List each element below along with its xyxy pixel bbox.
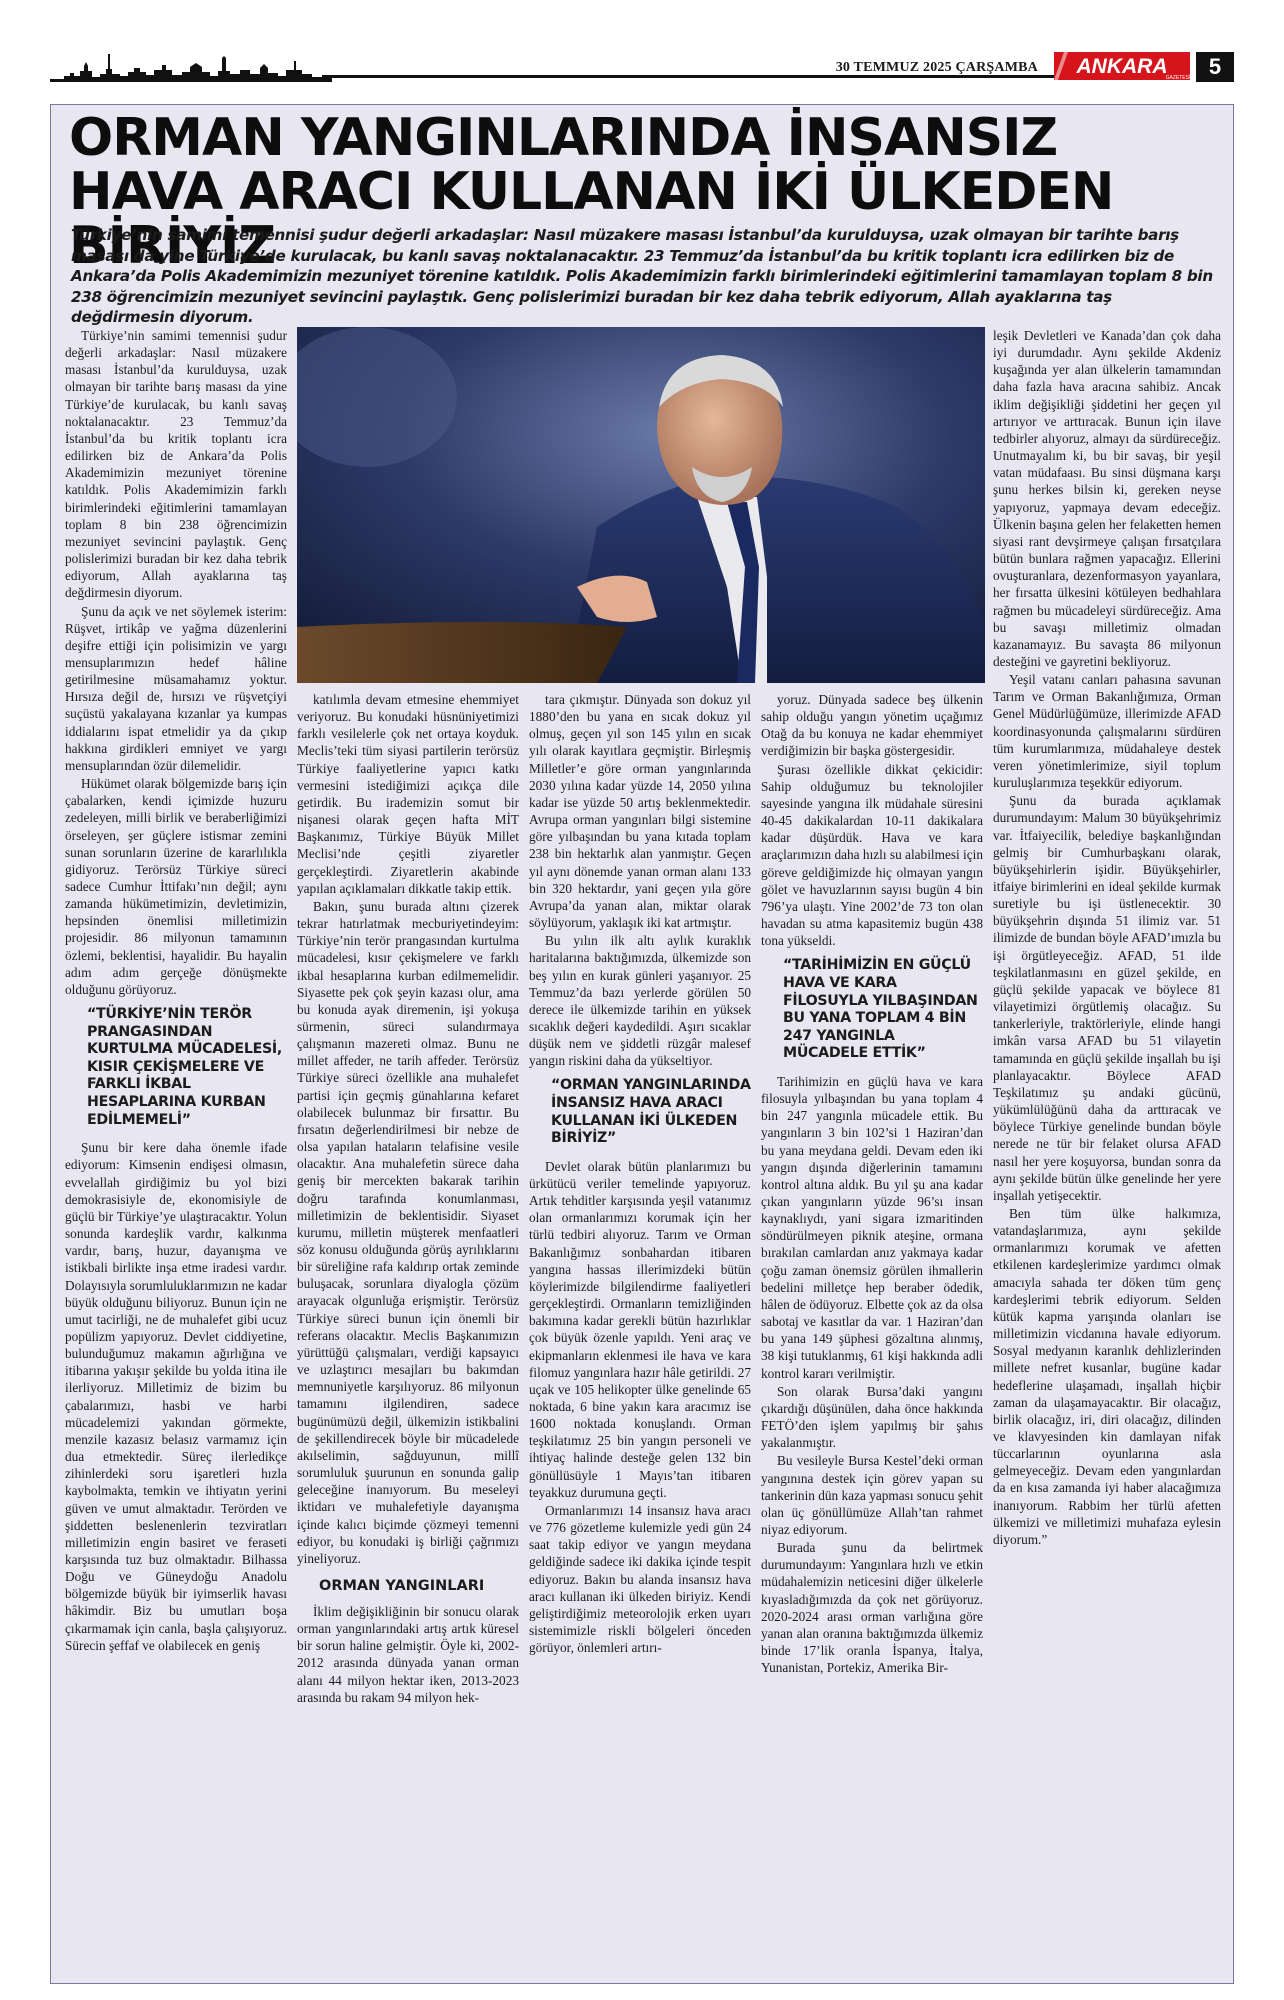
svg-text:GAZETESİ: GAZETESİ: [1165, 75, 1190, 80]
paragraph: Türkiye’nin samimi temennisi şudur değerli arkadaşlar: Nasıl müzakere masası İstanbul’da kurulduysa, uzak olmayan bir tarihte barış masası da yine Türkiye’de kurulacak, bu kanlı savaş noktalanacaktır. 23 Temmuz’da İstanbul’da bu kritik toplantı icra edilirken biz de Ankara’da Polis Akademimizin mezuniyet törenine katıldık. Polis Akademimizin farklı birimlerindeki eğitimlerini tamamlayan toplam 8 bin 238 öğrencimizin mezuniyet sevincini paylaştık. Genç polislerimizi buradan bir kez daha tebrik ediyorum, Allah ayaklarına taş değdirmesin diyorum.: [65, 328, 287, 601]
article-frame: [50, 104, 1234, 1984]
paragraph: yoruz. Dünyada sadece beş ülkenin sahip olduğu yangın yönetim uçağımız Otağ da bu konuya ne kadar ehemmiyet verdiğimizin bir başka göstergesidir.: [761, 692, 983, 759]
svg-text:ANKARA: ANKARA: [1076, 55, 1168, 78]
paragraph: Şurası özellikle dikkat çekicidir: Sahip olduğumuz bu teknolojiler sayesinde yangına ilk müdahale süresini 40-45 dakikalardan 10-11 dakikalara kadar düşürdük. Hava ve kara araçlarımızın daha hızlı su alabilmesi için göreve geldiğimizde hiç olmayan yangın gölet ve havuzlarının sayısı bugün 4 bin 796’ya ulaştı. Yine 2002’de 73 ton olan havadan su atma kapasitemiz bugün 438 tona yükseldi.: [761, 761, 983, 949]
column-1: [65, 327, 287, 1655]
paragraph: Son olarak Bursa’daki yangını çıkardığı düşünülen, daha önce hakkında FETÖ’den işlem yapılmış bir şahıs yakalanmıştır.: [761, 1383, 983, 1451]
issue-date: 30 TEMMUZ 2025 ÇARŞAMBA: [835, 60, 1038, 75]
paragraph: Şunu da açık ve net söylemek isterim: Rüşvet, irtikâp ve yağma düzenlerini deşifre ettiği için polisimizin ve yargı mensuplarımızın hedef hâline getirilmesine müsamahamız yoktur. Hırsıza değil de, hırsızı ve rüşvetçiyi suçüstü yakalayana kızanlar ya kumpas iddialarını ispat etmelidir ya da çıkıp hakkına girdikleri emniyet ve yargı mensuplarından özür dilemelidir.: [65, 603, 287, 773]
paragraph: Ormanlarımızı 14 insansız hava aracı ve 776 gözetleme kulemizle yedi gün 24 saat takip ediyor ve yangın meydana geldiğinde sadece iki dakika içinde tespit ediyoruz. Bakın bu alanda insansız hava aracı kullanan iki ülkeden biriyiz. Kendi geliştirdiğimiz meteorolojik erken uyarı sistemimizle riskli bölgeleri önceden görüyor, önlemleri artırı-: [529, 1502, 751, 1656]
pullquote: “TARİHİMİZİN EN GÜÇLÜ HAVA VE KARA FİLOSUYLA YILBAŞINDAN BU YANA TOPLAM 4 BİN 247 YANGINLA MÜCADELE ETTİK”: [783, 957, 978, 1062]
headline: ORMAN YANGINLARINDA İNSANSIZ HAVA ARACI KULLANAN İKİ ÜLKEDEN BİRİYİZ: [69, 108, 1114, 276]
page-header: [50, 52, 1234, 82]
paragraph: Şunu bir kere daha önemle ifade ediyorum: Kimsenin endişesi olmasın, evvelallah girdiğimiz bu yol bizi demokrasisiyle de, ekonomisiyle de güçlü bir Türkiye’ye ulaştıracaktır. Yolun sonunda kardeşlik vardır, kalkınma vardır, barış, huzur, dayanışma ve istikbali birlikte inşa etme iradesi vardır. Dolayısıyla sorumluluklarımızın ne kadar büyük olduğunu biliyoruz. Bunun için ne umut tacirliği, ne de muhalefet gibi ucuz popülizm yapıyoruz. Devlet ciddiyetine, bulunduğumuz makamın ağırlığına ve itibarına yakışır şekilde bu yolda itina ile ilerliyoruz. Milletimiz de bizim bu çabalarımızı, hasbi ve harbi mücadelemizi yakından görmekte, menzile kazasız belasız varmamız için dua etmektedir. Süreç ilerledikçe zihinlerdeki soru işaretleri hızla kaybolmakta, temkin ve ihtiyatın yerini güven ve umut almaktadır. Terörden ve şiddetten beslenenlerin tezviratları milletimizin engin basiret ve feraseti karşısında tuz buz olmaktadır. Bilhassa Doğu ve Güneydoğu Anadolu bölgemizde büyük bir iyimserlik havası hâkimdir. Biz bu umutları boşa çıkarmamak için canla, başla çalışıyoruz. Sürecin şeffaf ve olabilecek en geniş: [65, 1140, 287, 1653]
paragraph: leşik Devletleri ve Kanada’dan çok daha iyi durumdadır. Aynı şekilde Akdeniz kuşağında yer alan ülkelerin tamamından daha fazla hava aracına sahibiz. Ancak iklim değişikliği şiddetini her geçen yıl artırıyor ve arttıracak. Bunun için ilave tedbirler alıyoruz, almayı da sürdüreceğiz. Unutmayalım ki, bu bir savaş, bir yeşil vatan müdafaası. Bu sinsi düşmana karşı şunu herkes bilsin ki, gereken neyse yapıyoruz, yapmaya devam edeceğiz. Ülkenin başına gelen her felaketten hemen siyasi rant devşirmeye çalışan fırsatçılara bütün bunlara rağmen yapacağız. Ellerini ovuşturanlara, dezenformasyon yayanlara, her fırsatta ülkesini kötüleyen bedhahlara rağmen bu mücadeleyi sürdüreceğiz. Ama bu savaşı milletimiz olmadan kazanamayız. Bu savaşta 86 milyonun desteğini ve gayretini bekliyoruz.: [993, 328, 1221, 669]
paragraph: İklim değişikliğinin bir sonucu olarak orman yangınlarındaki artış artık küresel bir sorun haline gelmiştir. Öyle ki, 2002-2012 arasında dünyada yanan orman alanı 44 milyon hektar iken, 2013-2023 arasında bu rakam 94 milyon hek-: [297, 1603, 519, 1705]
deck: Türkiye’nin samimi temennisi şudur değerli arkadaşlar: Nasıl müzakere masası İstanbul’da kurulduysa, uzak olmayan bir tarihte barış masası da yine Türkiye’de kurulacak, bu kanlı savaş noktalanacaktır. 23 Temmuz’da İstanbul’da bu kritik toplantı icra edilirken biz de Ankara’da Polis Akademimizin mezuniyet törenine katıldık. Polis Akademimizin farklı birimlerindeki eğitimlerini tamamlayan toplam 8 bin 238 öğrencimizin mezuniyet sevincini paylaştık. Genç polislerimizi buradan bir kez daha tebrik ediyorum, Allah ayaklarına taş değdirmesin diyorum.: [71, 226, 1213, 326]
pullquote: “TÜRKİYE’NİN TERÖR PRANGASINDAN KURTULMA MÜCADELESİ, KISIR ÇEKİŞMELERE VE FARKLI İKBAL HESAPLARINA KURBAN EDİLMEMELİ”: [87, 1006, 282, 1128]
ankara-logo: [1054, 52, 1190, 80]
column-5: [993, 327, 1221, 1549]
column-4: [761, 691, 983, 1677]
paragraph: Bu yılın ilk altı aylık kuraklık haritalarına baktığımızda, ülkemizde son beş yılın en kurak günleri yaşanıyor. 25 Temmuz’da bazı yerlerde görülen 50 derece ile ülkemizde tarihin en yüksek sıcaklık değeri kaydedildi. Aşırı sıcaklar düşük nem ve şiddetli rüzgâr malesef yangın riskini daha da yükseltiyor.: [529, 933, 751, 1069]
article-photo: [297, 327, 985, 683]
paragraph: Bu vesileyle Bursa Kestel’deki orman yangınına destek için görev yapan su tankerinin dün kaza yapması sonucu şehit olan üç gönüllümüze Allah’tan rahmet niyaz ediyorum.: [761, 1453, 983, 1537]
paragraph: katılımla devam etmesine ehemmiyet veriyoruz. Bu konudaki hüsnüniyetimizi farklı vesilelerle çok net ortaya koyduk. Meclis’teki tüm siyasi partilerin terörsüz Türkiye faaliyetlerine yapıcı katkı vermesini istediğimizi açıkça dile getirdik. Bu irademizin somut bir nişanesi olarak geçen hafta MİT Başkanımız, Türkiye Büyük Millet Meclisi’nde çeşitli ziyaretler gerçekleştirdi. Ziyaretlerin akabinde yapılan açıklamaları dikkatle takip ettik.: [297, 692, 519, 896]
paragraph: Burada şunu da belirtmek durumundayım: Yangınlara hızlı ve etkin müdahalemizin neticesini diğer ülkelerle kıyasladığımızda da çok net görüyoruz. 2020-2024 arası orman varlığına göre yanan alan oranına baktığımızda ülkemiz binde 17’lik oranla İspanya, İtalya, Yunanistan, Portekiz, Amerika Bir-: [761, 1540, 983, 1676]
pullquote: “ORMAN YANGINLARINDA İNSANSIZ HAVA ARACI KULLANAN İKİ ÜLKEDEN BİRİYİZ”: [551, 1077, 751, 1147]
paragraph: Tarihimizin en güçlü hava ve kara filosuyla yılbaşından bu yana toplam 4 bin 247 yangınla mücadele ettik. Bu yangınların 3 bin 102’si 1 Haziran’dan bu yana meydana geldi. Devam eden iki yangın dışında diğerlerinin tamamını kontrol altına aldık. Bu yıl şu ana kadar çıkan yangınların yüzde 96’sı insan kaynaklıydı, yani sigara izmaritinden söndürülmeyen piknik ateşine, ormana bırakılan camlardan anız yakmaya kadar çoğu zaman önemsiz görülen ihmallerin bedelini milletçe hep beraber ödedik, hâlen de ödüyoruz. Elbette çok az da olsa sabotaj ve kasıtlar da var. 1 Haziran’dan bu yana 149 şüphesi gözaltına alınmış, 38 kişi tutuklanmış, 61 kişi hakkında adli kontrol kararı verilmiştir.: [761, 1073, 983, 1381]
paragraph: Hükümet olarak bölgemizde barış için çabalarken, kendi içimizde huzuru zedeleyen, milli birlik ve beraberliğimizi örseleyen, şer güçlere istismar zemini sunan sorunların üzerine de kararlılıkla gidiyoruz. Terörsüz Türkiye süreci sadece Cumhur İttifakı’nın değil; aynı zamanda hükümetimizin, devletimizin, hepsinden önemlisi milletimizin projesidir. 86 milyonun tamamının özlemi, beklentisi, hayalidir. Bu hayalin adım adım gerçeğe dönüşmekte olduğunu görüyoruz.: [65, 776, 287, 997]
paragraph: Şunu da burada açıklamak durumundayım: Malum 30 büyükşehrimiz var. İtfaiyecilik, belediye başkanlığından gelmiş bir Cumhurbaşkanı olarak, büyükşehirlerin işidir. Büyükşehirler, itfaiye birimlerini en ideal şekilde kurmak suretiyle bu işi üstlenecektir. 30 büyükşehrin dışında 51 ilimiz var. 51 ilimizde de bundan böyle AFAD’ımızla bu işi örgütleyeceğiz. AFAD, 51 ilde teşkilatlanmasını en güzel şekilde, en güçlü şekilde yapacak ve böylece 81 vilayetimizi örgütlemiş olacağız. Su tankerleriyle, traktörleriyle, elinde hangi imkân varsa AFAD bu 51 vilayetin tamamında en güçlü şekilde inşallah bu işi planlayacaktır. Böylece AFAD Teşkilatımız şu andaki gücünü, yükümlülüğünü daha da arttıracak ve böylece Türkiye genelinde bundan böyle nerede ne tür bir felaket olursa AFAD nasıl her yere koşuyorsa, bundan sonra da aynı şekilde bütün ülke genelinde her yere inşallah yetişecektir.: [993, 793, 1221, 1203]
column-2: [297, 691, 519, 1707]
paragraph: Ben tüm ülke halkımıza, vatandaşlarımıza, aynı şekilde ormanlarımızı korumak ve afetten etkilenen kardeşlerimize yardımcı olmak amacıyla sahada ter döken tüm genç kardeşlerimi tebrik ediyorum. Selden kütük kapma yarışında olanları ise milletimizin vicdanına havale ediyorum. Sosyal medyanın karanlık dehlizlerinden millete nefret kusanlar, bugüne kadar hedeflerine ulaşamadı, inşallah hiçbir zaman da ulaşamayacaktır. Bir olacağız, birlik olacağız, iri, diri olacağız, dilinden ve klavyesinden kin damlayan nifak tüccarlarının oyunlarına asla gelmeyeceğiz. Devam eden yangınlardan da en kısa zamanda iyi haber alacağımıza inanıyorum. Rabbim her türlü afetten ülkemizi ve milletimizi muhafaza eylesin diyorum.”: [993, 1205, 1221, 1547]
speaker-photo: [297, 327, 985, 683]
subhead: ORMAN YANGINLARI: [319, 1577, 485, 1594]
paragraph: Yeşil vatanı canları pahasına savunan Tarım ve Orman Bakanlığımıza, Orman Genel Müdürlüğümüze, illerimizde AFAD koordinasyonunda çalışmalarını sürdüren tüm kurumlarımıza, müdahaleye destek veren yönetimlerimize, siyil toplum kuruluşlarımıza teşekkür ediyorum.: [993, 672, 1221, 791]
city-skyline-icon: [50, 52, 332, 82]
paragraph: tara çıkmıştır. Dünyada son dokuz yıl 1880’den bu yana en sıcak dokuz yıl olmuş, geçen yıl son 145 yılın en sıcak yılı olarak kayıtlara geçmiştir. Birleşmiş Milletler’e göre orman yangınlarında 2030 yılına kadar yüzde 14, 2050 yılına kadar ise yüzde 50 artış beklenmektedir. Avrupa orman yangınları bilgi sistemine göre yılbaşından bu yana kıtada toplam 238 bin hektarlık alan yanmıştır. Geçen yıl aynı dönemde yanan orman alanı 133 bin 320 hektardır, yani geçen yıla göre Avrupa’da yanan alan, miktar olarak söylüyorum, yaklaşık iki kat artmıştır.: [529, 692, 751, 931]
paragraph: Bakın, şunu burada altını çizerek tekrar hatırlatmak mecburiyetindeyim: Türkiye’nin terör prangasından kurtulma mücadelesi, kısır çekişmelere ve farklı ikbal hesaplarına kurban edilmemelidir. Siyasette pek çok şeyin kazası olur, ama bu konuda ayak diremenin, işi yokuşa sürmenin, süreci sulandırmaya çalışmanın mazereti olmaz. Bunu ne millet affeder, ne tarih affeder. Terörsüz Türkiye süreci özellikle ana muhalefet partisi için geçmiş günahlarına kefaret olabilecek bulunmaz bir fırsattır. Bu fırsatın değerlendirilmesi bir nebze de olsa yapılan hataların telafisine vesile olacaktır. Ana muhalefetin sürece daha geniş bir mercekten bakarak tarihin doğru tarafında konumlanması, milletimizin de beklentisidir. Siyaset kurumu, milletin müşterek menfaatleri söz konusu olduğunda görüş ayrılıklarını bir süreliğine rafa kaldırıp ortak zeminde buluşacak, sorunlara diyalogla çözüm arayacak olgunluğa erişmiştir. Terörsüz Türkiye süreci bunun için önemli bir referans olacaktır. Meclis Başkanımızın yürüttüğü çalışmaları, verdiği kapsayıcı ve uzlaştırıcı mesajları bu bakımdan memnuniyetle karşılıyoruz. 86 milyonun tamamını ilgilendiren, sadece bugünümüzü değil, ülkemizin istikbalini de şekillendirecek böyle bir mücadelede akılselimin, sağduyunun, millî sorumluluk şuurunun en sonunda galip geleceğine inanıyorum. Bu meseleyi iktidarı ve muhalefetiyle dayanışma içinde kalıcı biçimde çözmeyi temenni ediyor, bu konudaki iş birliği çağrımızı yineliyoruz.: [297, 898, 519, 1566]
column-3: [529, 691, 751, 1657]
page-number: 5: [1196, 52, 1234, 82]
paragraph: Devlet olarak bütün planlarımızı bu ürkütücü veriler temelinde yapıyoruz. Artık tehditler karşısında yeşil vatanımız olan ormanlarımızı korumak için her türlü tedbiri alıyoruz. Tarım ve Orman Bakanlığımız sonbahardan itibaren yangına hassas illerimizdeki bütün köylerimizde bilgilendirme faaliyetleri gerçekleştirdi. Ormanların temizliğinden bakımına kadar gerekli bütün hazırlıklar çok büyük özenle yapıldı. Yeni araç ve ekipmanların eklenmesi ile hava ve kara filomuz yangınlara hazır hâle getirildi. 27 uçak ve 105 helikopter ülke genelinde 65 noktada, 6 bine yakın kara aracımız ise 1600 noktada konuşlandı. Orman teşkilatımız 25 bin yangın personeli ve ihtiyaç halinde desteğe gelen 132 bin gönüllüsüyle 1 Mayıs’tan itibaren teyakkuz durumuna geçti.: [529, 1158, 751, 1500]
